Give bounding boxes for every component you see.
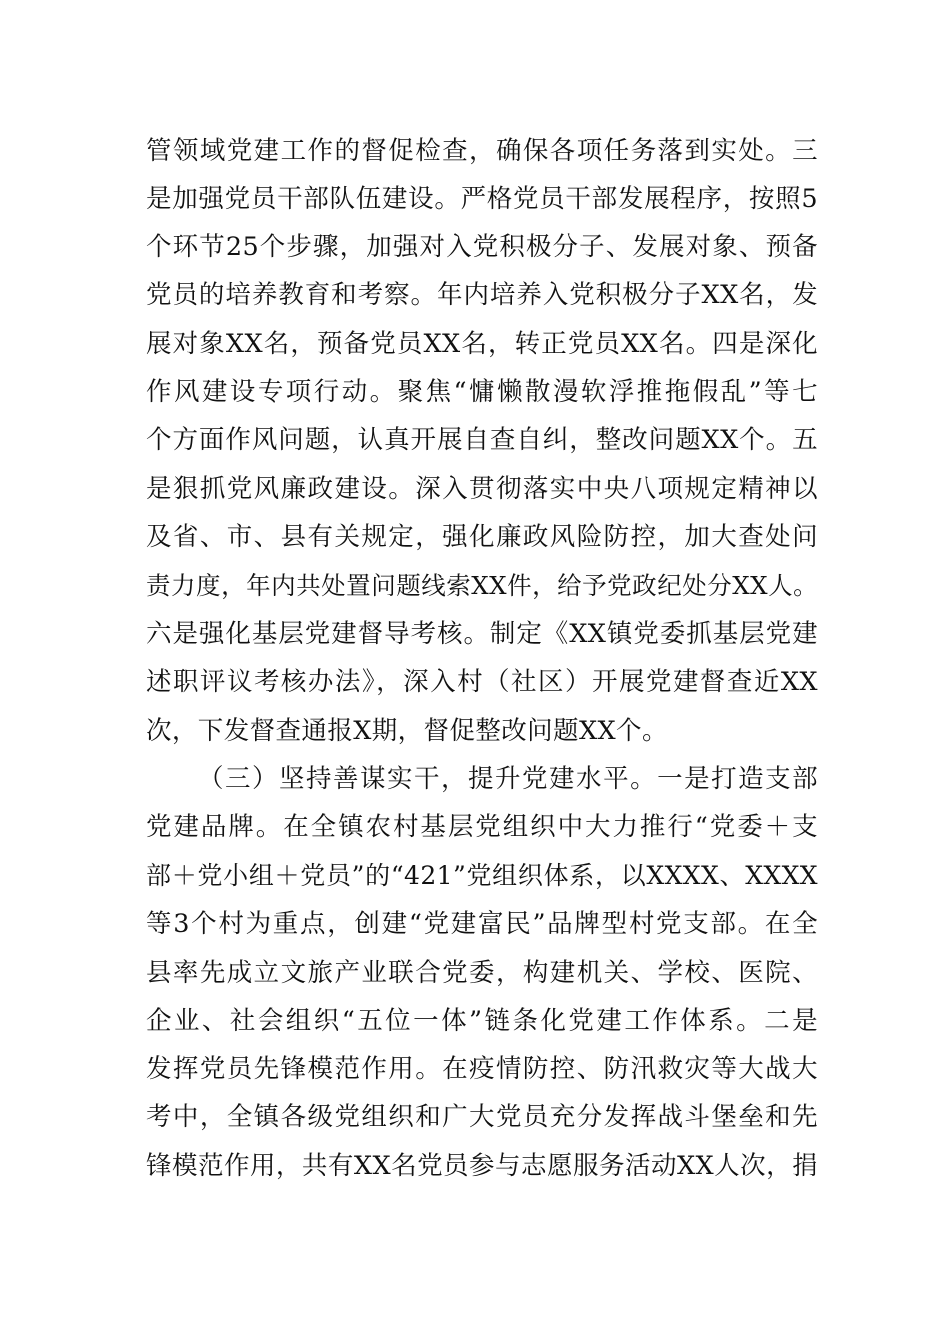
text-line: 个环节25个步骤，加强对入党积极分子、发展对象、预备 — [146, 232, 818, 262]
text-line: 责力度，年内共处置问题线索XX件，给予党政纪处分XX人。 — [146, 571, 818, 600]
text-line: 展对象XX名，预备党员XX名，转正党员XX名。四是深化 — [146, 329, 818, 359]
text-line: 及省、市、县有关规定，强化廉政风险防控，加大查处问 — [146, 522, 818, 552]
text-line: 党建品牌。在全镇农村基层党组织中大力推行“党委＋支 — [146, 812, 818, 842]
text-line: 等3个村为重点，创建“党建富民”品牌型村党支部。在全 — [146, 909, 818, 939]
text-line: 考中，全镇各级党组织和广大党员充分发挥战斗堡垒和先 — [146, 1102, 818, 1132]
text-line: 部＋党小组＋党员”的“421”党组织体系，以XXXX、XXXX — [146, 861, 818, 890]
text-line: 发挥党员先锋模范作用。在疫情防控、防汛救灾等大战大 — [146, 1054, 818, 1084]
text-line: 是狠抓党风廉政建设。深入贯彻落实中央八项规定精神以 — [146, 474, 818, 504]
text-line: 党员的培养教育和考察。年内培养入党积极分子XX名，发 — [146, 280, 818, 310]
text-line: 六是强化基层党建督导考核。制定《XX镇党委抓基层党建 — [146, 619, 818, 649]
text-line: 县率先成立文旅产业联合党委，构建机关、学校、医院、 — [146, 958, 818, 988]
text-line: 是加强党员干部队伍建设。严格党员干部发展程序，按照5 — [146, 184, 818, 214]
paragraph-last-line: 次，下发督查通报X期，督促整改问题XX个。 — [146, 716, 668, 746]
text-line: 作风建设专项行动。聚焦“慵懒散漫软浮推拖假乱”等七 — [146, 377, 818, 407]
text-line: 述职评议考核办法》，深入村（社区）开展党建督查近XX — [146, 667, 818, 697]
text-line: 个方面作风问题，认真开展自查自纠，整改问题XX个。五 — [146, 425, 818, 455]
text-line: 企业、社会组织“五位一体”链条化党建工作体系。二是 — [146, 1006, 818, 1036]
section-heading-line: （三）坚持善谋实干，提升党建水平。一是打造支部 — [198, 764, 818, 794]
text-line: 锋模范作用，共有XX名党员参与志愿服务活动XX人次，捐 — [146, 1151, 818, 1181]
text-line: 管领域党建工作的督促检查，确保各项任务落到实处。三 — [146, 136, 818, 166]
